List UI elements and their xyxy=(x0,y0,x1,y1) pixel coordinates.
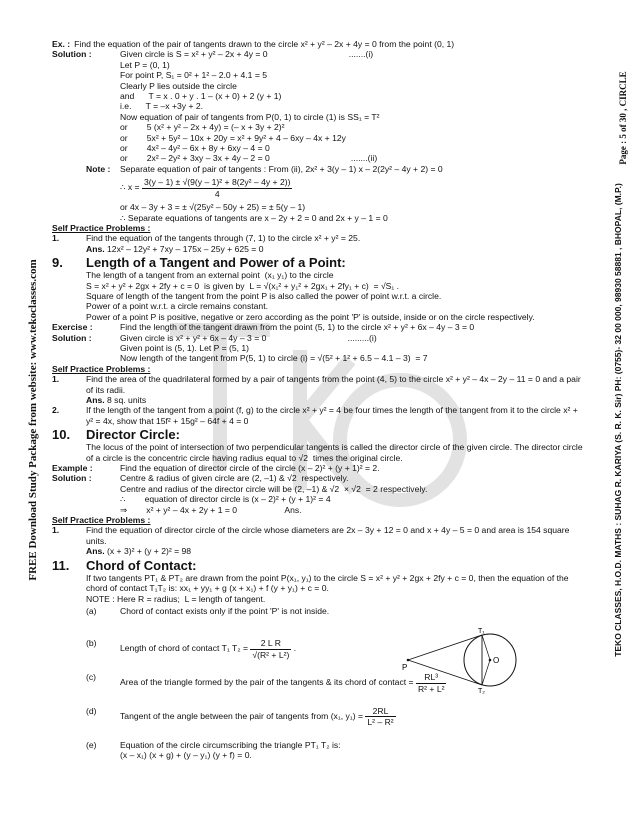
exercise-row: Exercise : Find the length of the tangent drawn from the point (5, 1) to the circle x² + y² + 6x – 4y – 3 = 0 xyxy=(52,322,475,333)
exercise-solution: Solution : Given circle is x² + y² + 6x – 4y – 3 = 0 .........(i) Given point is (5, 1). Let P = (5, 1) Now length of the tangent from P(5, 1) to circle (i) = √(5² + 1² + 6.5 – 4.1 – 3) = 7 xyxy=(52,333,587,364)
self-practice-heading: Self Practice Problems : xyxy=(52,515,151,526)
director-solution: Solution : Centre & radius of given circle are (2, –1) & √2 respectively. Centre and radius of the director circle will be (2, –1) & √2 × √2 = 2 respectively. ∴ equation of director circle is (x – 2)² + (y + 1)² = 4 ⇒ x² + y² – 4x + 2y + 1 = 0 Ans. xyxy=(52,473,587,515)
note-label: Note : xyxy=(86,163,111,174)
chord-of-contact-diagram xyxy=(402,626,522,694)
solution-line: For point P, S₁ = 0² + 1² – 2.0 + 4.1 = 5 xyxy=(120,70,268,81)
director-example: Example : Find the equation of director circle of the circle (x – 2)² + (y + 1)² = 2. xyxy=(52,463,380,474)
item-fraction: $\frac{\text{2 L R}}{\text{√(R² + L²)}}$ xyxy=(252,638,290,660)
page-number: Page : 5 of 30 , CIRCLE xyxy=(618,71,628,165)
solution-line: or 5 (x² + y² – 2x + 4y) = (– x + 3y + 2)² xyxy=(120,122,285,133)
self-practice-heading: Self Practice Problems : xyxy=(52,222,151,233)
chord-property-item xyxy=(86,706,587,728)
self-practice-heading: Self Practice Problems : xyxy=(52,363,151,374)
item-text: Chord of contact exists only if the point 'P' is not inside. xyxy=(120,605,330,616)
svg-text:P: P xyxy=(402,663,408,672)
section-9-line: Power of a point P is positive, negative or zero according as the point 'P' is outside, inside or on the circle respectively. xyxy=(86,311,535,322)
chord-property-item xyxy=(86,606,587,616)
item-key: (c) xyxy=(86,672,97,683)
practice-number: 1. xyxy=(52,233,60,244)
practice-question: Find the area of the quadrilateral formed by a pair of tangents from the point (4, 5) to the circle x² + y² – 4x – 2y – 11 = 0 and a pair of its radii. Ans. 8 sq. units xyxy=(86,374,587,405)
practice-answer: Ans. 8 sq. units xyxy=(86,395,147,405)
self-practice-list xyxy=(52,233,587,254)
section-9-line: Square of length of the tangent from the point P is also called the power of point w.r.t. a circle. xyxy=(86,290,442,301)
section-9-heading: 9. Length of a Tangent and Power of a Point: xyxy=(52,255,346,271)
director-solution-line: ∴ equation of director circle is (x – 2)² + (y + 1)² = 4 xyxy=(120,494,331,505)
solution-line: and T = x . 0 + y . 1 – (x + 0) + 2 (y + 1) xyxy=(120,91,282,102)
item-key: (b) xyxy=(86,638,97,649)
note-row xyxy=(52,164,587,174)
solution-line: i.e. T = –x +3y + 2. xyxy=(120,101,204,112)
section-11-heading: 11. Chord of Contact: xyxy=(52,557,197,573)
x-formula: ∴ x = $\frac{\text{3(y – 1) ± √(9(y – 1)² + 8(2y² – 4y + 2))}}{4}$ xyxy=(120,177,291,199)
example-text: Find the equation of the pair of tangents drawn to the circle x² + y² – 2x + 4y = 0 from the point (0, 1) xyxy=(74,39,455,49)
example-label: Ex. : xyxy=(52,39,71,49)
chord-property-item xyxy=(86,740,587,761)
section-9-line: Power of a point w.r.t. a circle remains constant. xyxy=(86,301,268,312)
practice-number: 1. xyxy=(52,525,60,536)
section-10-line: The locus of the point of intersection of two perpendicular tangents is called the director circle of the given circle. The director circle of a circle is the concentric circle having radius equal to √2 times the original circle. xyxy=(86,442,586,463)
section-9-body xyxy=(52,270,587,322)
practice-question: Find the equation of the tangents through (7, 1) to the circle x² + y² = 25. Ans. 12x² – 12y² + 7xy – 175x – 25y + 625 = 0 xyxy=(86,233,587,254)
director-solution-line: ⇒ x² + y² – 4x + 2y + 1 = 0 Ans. xyxy=(120,504,302,515)
section-10-body xyxy=(52,442,587,463)
left-margin-text: FREE Download Study Package from website: www.tekoclasses.com xyxy=(27,259,39,581)
example-row xyxy=(52,39,587,49)
x-fraction: $\frac{\text{3(y – 1) ± √(9(y – 1)² + 8(2y² – 4y + 2))}}{4}$ xyxy=(143,177,291,199)
exercise-solution-line: Given circle is x² + y² + 6x – 4y – 3 = 0 .........(i) xyxy=(120,332,377,343)
item-text: Length of chord of contact T₁ T₂ = $\frac{\text{2 L R}}{\text{√(R² + L²)}}$ . xyxy=(120,638,297,660)
director-solution-line: Centre & radius of given circle are (2, –1) & √2 respectively. xyxy=(120,473,349,484)
solution-label: Solution : xyxy=(52,49,92,60)
solution-line: Given circle is S = x² + y² – 2x + 4y = 0 .......(i) xyxy=(120,49,374,60)
svg-text:T₁: T₁ xyxy=(478,628,485,635)
item-text: Tangent of the angle between the pair of tangents from (x₁, y₁) = $\frac{2RL}{\text{L² – R²}}$ xyxy=(120,705,394,728)
separate-tangents-line: ∴ Separate equations of tangents are x – 2y + 2 = 0 and 2x + y – 1 = 0 xyxy=(120,212,388,223)
practice-answer: Ans. (x + 3)² + (y + 2)² = 98 xyxy=(86,546,192,557)
solution-line: Let P = (0, 1) xyxy=(120,59,170,70)
solution-line: or 4x² – 4y² – 6x + 8y + 6xy – 4 = 0 xyxy=(120,143,270,154)
or-line: or 4x – 3y + 3 = ± √(25y² – 50y + 25) = ± 5(y – 1) xyxy=(120,202,306,213)
section-11-body xyxy=(52,573,587,604)
solution-line: or 5x² + 5y² – 10x + 20y = x² + 9y² + 4 – 6xy – 4x + 12y xyxy=(120,132,346,143)
practice-item xyxy=(52,374,587,405)
svg-text:T₂: T₂ xyxy=(478,688,485,694)
svg-text:O: O xyxy=(493,656,500,665)
item-text: Equation of the circle circumscribing the triangle PT₁ T₂ is: (x – x₁) (x + g) + (y – y₁) (y + f) = 0. xyxy=(120,739,341,761)
right-margin-text: TEKO CLASSES, H.O.D. MATHS : SUHAG R. KARIYA (S. R. K. Sir) PH: (0755)- 32 00 000, 98930 58881 , BHOPAL, (M.P.) xyxy=(613,183,623,657)
exercise-solution-line: Given point is (5, 1). Let P = (5, 1) xyxy=(120,342,250,353)
item-key: (e) xyxy=(86,739,97,750)
item-key: (d) xyxy=(86,705,97,716)
solution-body xyxy=(120,49,587,163)
solution-line: Now equation of pair of tangents from P(0, 1) to circle (1) is SS₁ = T² xyxy=(120,111,380,122)
solution-line: Clearly P lies outside the circle xyxy=(120,80,237,91)
self-practice-list xyxy=(52,525,587,556)
exercise-solution-line: Now length of the tangent from P(5, 1) to circle (i) = √(5² + 1² + 6.5 – 4.1 – 3) = 7 xyxy=(120,353,428,364)
solution-1 xyxy=(52,49,587,163)
item-key: (a) xyxy=(86,605,97,616)
section-11-line: NOTE : Here R = radius; L = length of tangent. xyxy=(86,593,266,604)
item-text: Area of the triangle formed by the pair of the tangents & its chord of contact = $\frac{\text{RL³}}{\text{R² + L²}}$ xyxy=(120,672,445,694)
section-10-heading: 10. Director Circle: xyxy=(52,427,180,443)
practice-question: Find the equation of director circle of the circle whose diameters are 2x – 3y + 12 = 0 and x + 4y – 5 = 0 and area is 154 square units. Ans. (x + 3)² + (y + 2)² = 98 xyxy=(86,525,587,556)
practice-number: 2. xyxy=(52,405,60,416)
practice-question: If the length of the tangent from a point (f, g) to the circle x² + y² = 4 be four times the length of the tangent from it to the circle x² + y² = 4x, show that 15f² + 15g² – 64f + 4 = 0 xyxy=(86,405,578,426)
practice-item xyxy=(52,233,587,254)
practice-number: 1. xyxy=(52,374,60,385)
item-fraction: $\frac{\text{RL³}}{\text{R² + L²}}$ xyxy=(417,672,445,694)
section-9-line: S = x² + y² + 2gx + 2fy + c = 0 is given by L = √(x₁² + y₁² + 2gx₁ + 2fy₁ + c) = √S₁ . xyxy=(86,280,400,291)
practice-item xyxy=(52,525,587,556)
solution-line: or 2x² – 2y² + 3xy – 3x + 4y – 2 = 0 .......(ii) xyxy=(120,153,378,164)
self-practice-list xyxy=(52,374,587,426)
section-9-line: The length of a tangent from an external point (x₁ y₁) to the circle xyxy=(86,270,334,281)
section-11-line: If two tangents PT₁ & PT₂ are drawn from the point P(x₁, y₁) to the circle S = x² + y² + 2gx + 2fy + c = 0, then the equation of the chord of contact T₁T₂ is: xx₁ + yy₁ + g (x + x₁) + f (y + y₁) + c = 0. xyxy=(86,572,571,594)
director-solution-line: Centre and radius of the director circle will be (2, –1) & √2 × √2 = 2 respectively. xyxy=(120,483,428,494)
note-text: Separate equation of pair of tangents : From (ii), 2x² + 3(y – 1) x – 2(2y² – 4y + 2) = 0 xyxy=(120,163,443,174)
practice-item xyxy=(52,405,587,426)
practice-answer: Ans. 12x² – 12y² + 7xy – 175x – 25y + 625 = 0 xyxy=(86,243,264,254)
item-fraction: $\frac{2RL}{\text{L² – R²}}$ xyxy=(367,705,394,728)
